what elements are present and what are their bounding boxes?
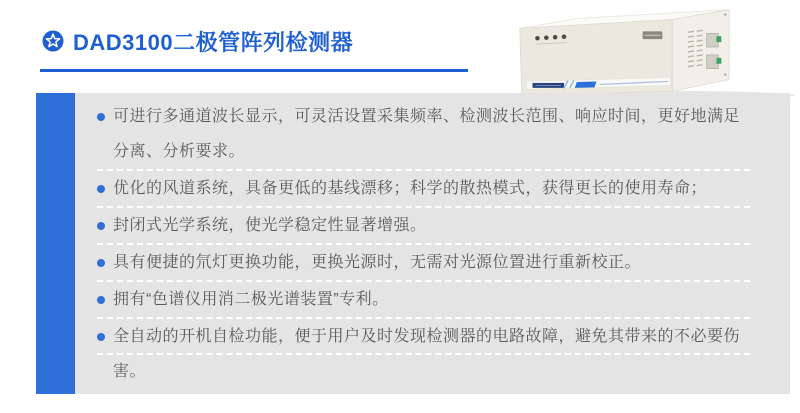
feature-text: 具有便捷的氘灯更换功能，更换光源时，无需对光源位置进行重新校正。 <box>113 254 642 271</box>
feature-item <box>97 282 750 319</box>
feature-item <box>97 208 750 245</box>
feature-text: 封闭式光学系统，使光学稳定性显著增强。 <box>113 217 427 234</box>
feature-item <box>97 99 750 171</box>
dashed-divider <box>97 353 750 355</box>
page-title: DAD3100二极管阵列检测器 <box>73 29 354 55</box>
bullet-icon <box>97 296 105 304</box>
star-badge-icon <box>41 29 65 53</box>
title-underline <box>40 69 468 72</box>
feature-text: 可进行多通道波长显示，可灵活设置采集频率、检测波长范围、响应时间，更好地满足分离、分析要求。 <box>113 108 741 160</box>
feature-item <box>97 245 750 282</box>
page-header <box>41 27 353 55</box>
bullet-icon <box>97 222 105 230</box>
feature-text: 全自动的开机自检功能，便于用户及时发现检测器的电路故障，避免其带来的不必要伤害。 <box>113 328 741 380</box>
bullet-icon <box>97 185 105 193</box>
bullet-icon <box>97 113 105 121</box>
feature-text: 拥有“色谱仪用消二极光谱装置”专利。 <box>113 291 389 308</box>
feature-panel <box>75 93 790 394</box>
feature-list <box>75 93 790 389</box>
feature-item <box>97 171 750 208</box>
feature-item <box>97 319 750 389</box>
bullet-icon <box>97 259 105 267</box>
product-photo <box>505 0 800 100</box>
left-accent-bar <box>36 93 75 394</box>
bullet-icon <box>97 333 105 341</box>
feature-text: 优化的风道系统，具备更低的基线漂移；科学的散热模式，获得更长的使用寿命； <box>113 180 708 197</box>
